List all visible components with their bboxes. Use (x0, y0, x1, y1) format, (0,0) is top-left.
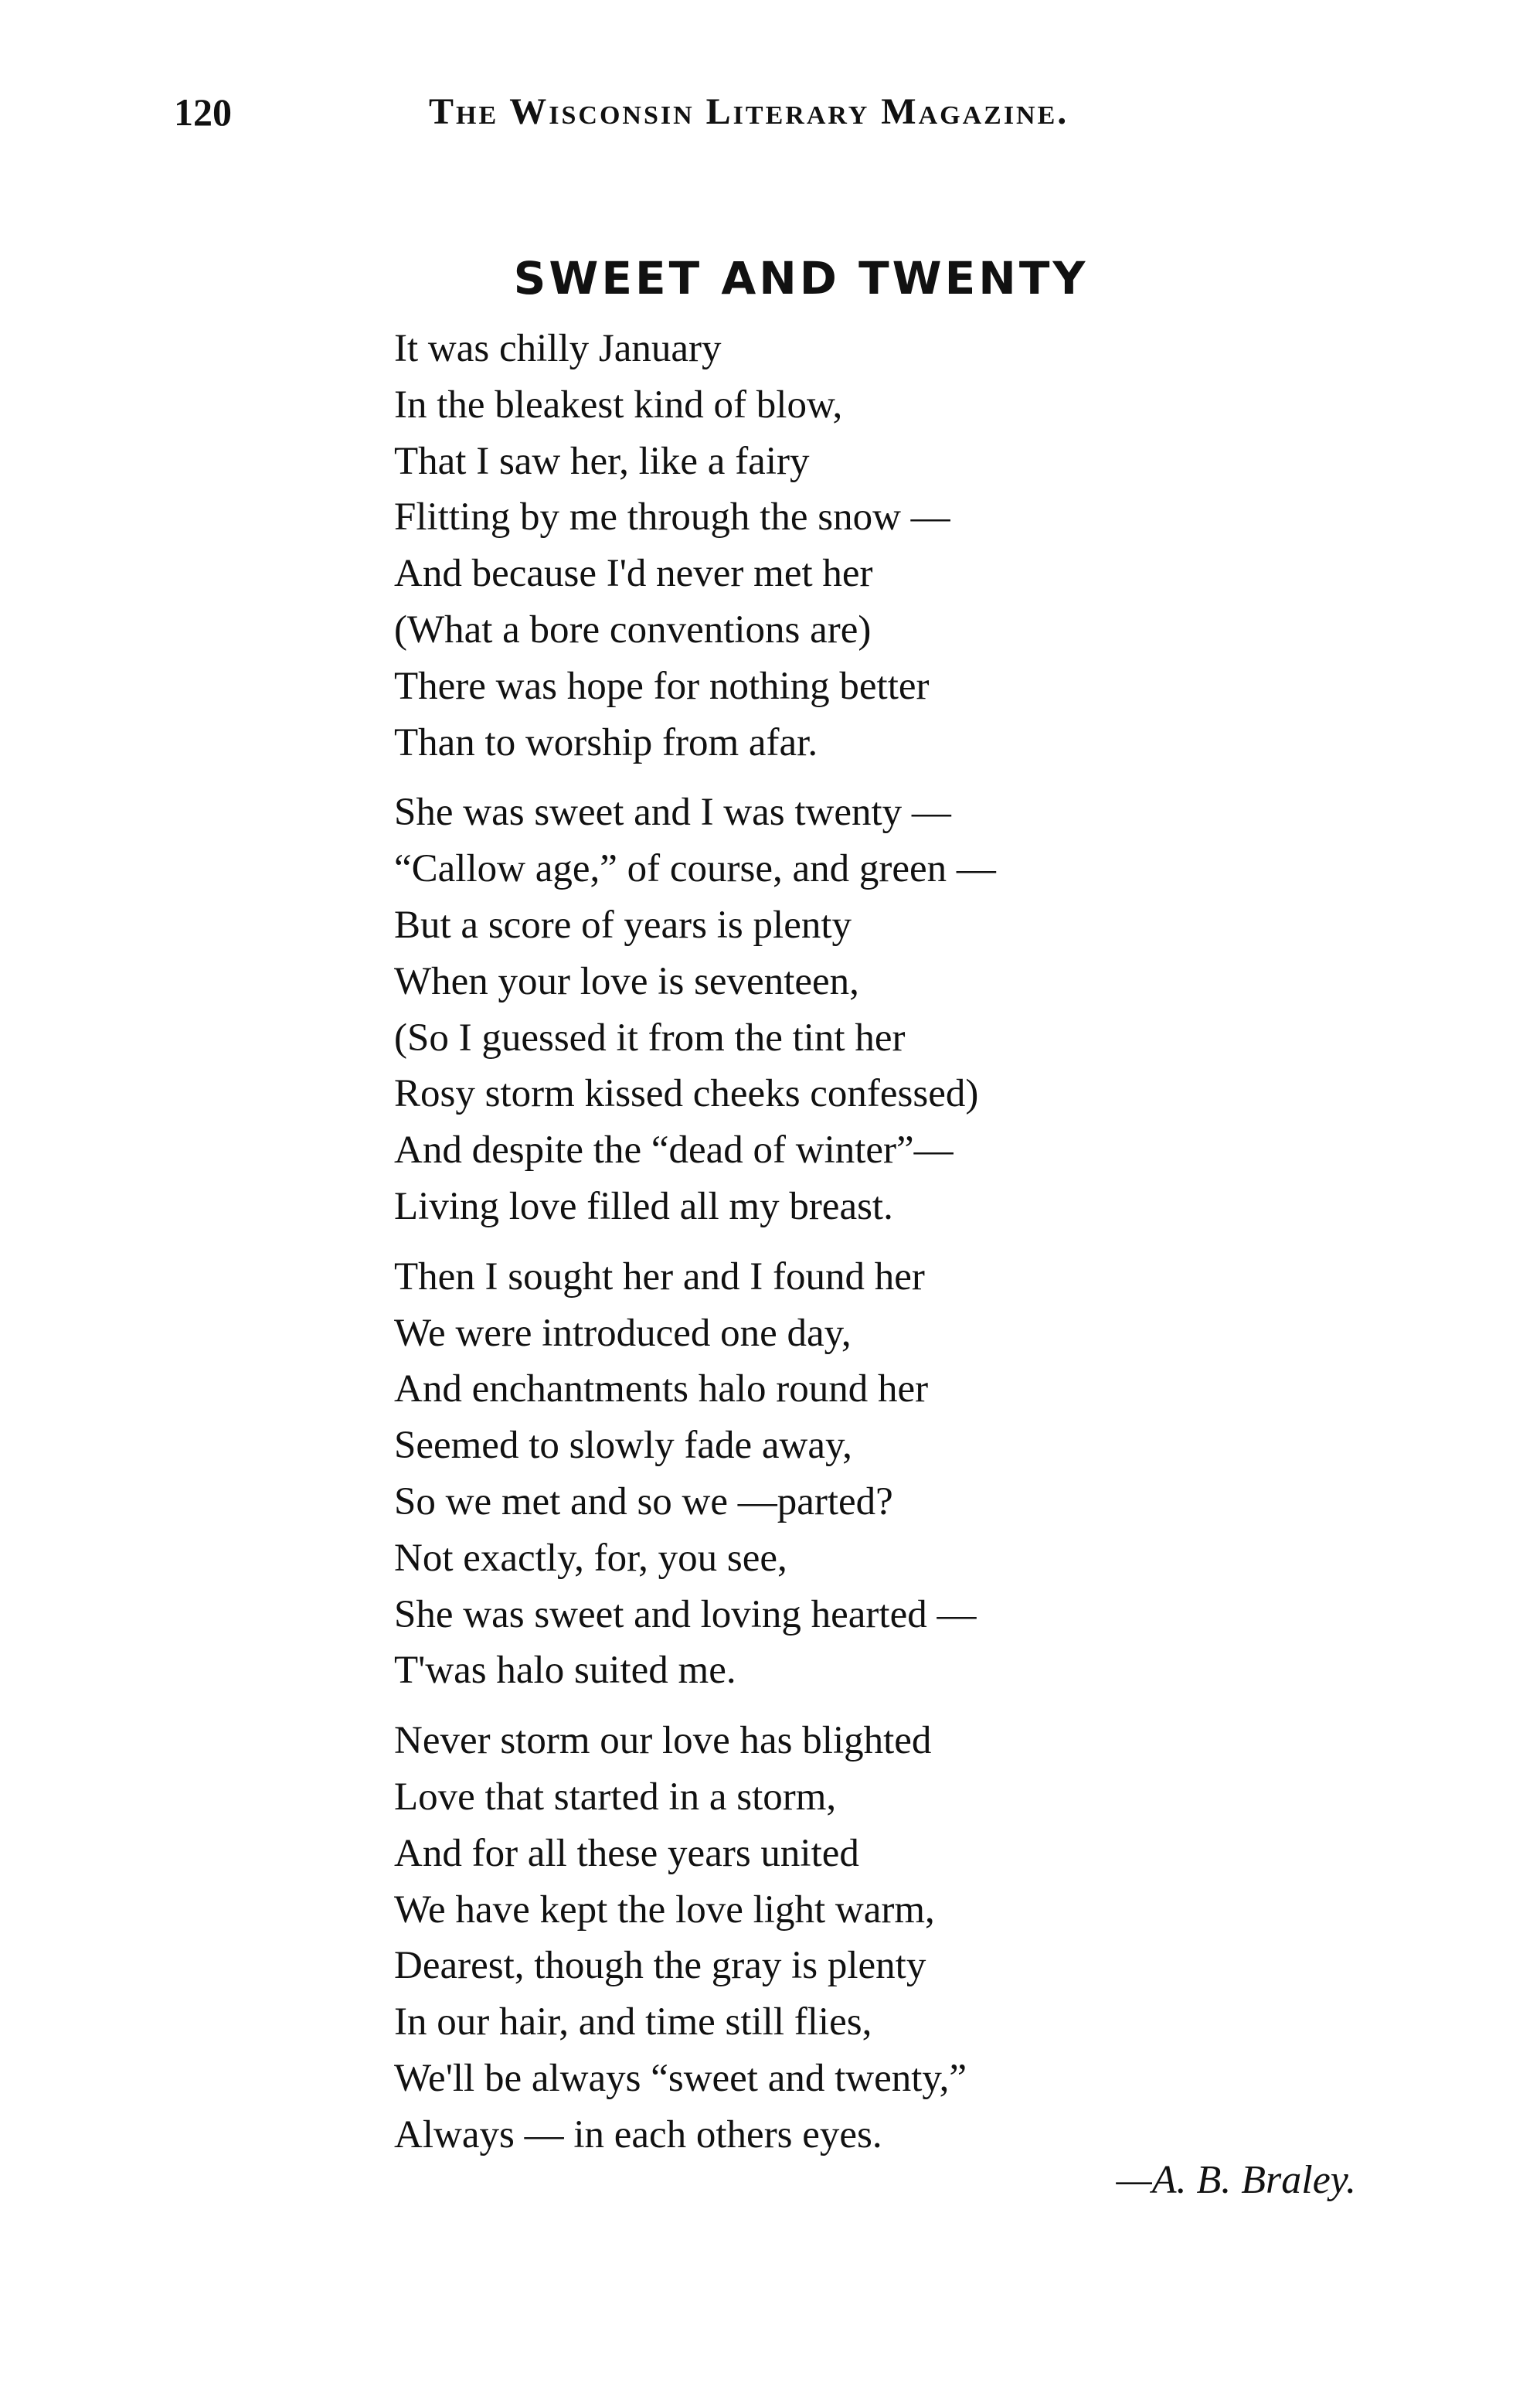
stanza-2 (394, 785, 1321, 1234)
poem-line: (So I guessed it from the tint her (394, 1016, 906, 1060)
poem-line: Living love filled all my breast. (394, 1184, 893, 1228)
poem-line: We have kept the love light warm, (394, 1888, 935, 1932)
poem-line: So we met and so we —parted? (394, 1479, 893, 1523)
poem-line: (What a bore conventions are) (394, 608, 872, 652)
poem-line: We'll be always “sweet and twenty,” (394, 2056, 967, 2100)
poem-line: Seemed to slowly fade away, (394, 1424, 852, 1468)
poem-line: And despite the “dead of winter”— (394, 1128, 954, 1173)
poem-line: Never storm our love has blighted (394, 1719, 932, 1763)
poem-line: Than to worship from afar. (394, 720, 818, 764)
poem-line: It was chilly January (394, 327, 722, 370)
poem-line: Rosy storm kissed cheeks confessed) (394, 1072, 979, 1116)
poem-line: Always — in each others eyes. (394, 2112, 882, 2156)
poem-line: There was hope for nothing better (394, 664, 930, 708)
page-number: 120 (174, 90, 232, 134)
running-head: The Wisconsin Literary Magazine. (429, 91, 1069, 132)
poem-line: And because I'd never met her (394, 552, 873, 596)
poem-line: But a score of years is plenty (394, 903, 852, 947)
poem-line: Love that started in a storm, (394, 1775, 837, 1819)
poem-line: Then I sought her and I found her (394, 1254, 925, 1299)
poem-line: And for all these years united (394, 1831, 859, 1875)
poem-line: She was sweet and loving hearted — (394, 1592, 977, 1636)
poem-line: Dearest, though the gray is plenty (394, 1944, 926, 1988)
stanza-3 (394, 1249, 1321, 1699)
poem-line: When your love is seventeen, (394, 959, 859, 1003)
poem-line: Not exactly, for, you see, (394, 1536, 787, 1580)
poem-line: That I saw her, like a fairy (394, 439, 810, 483)
poem-line: In the bleakest kind of blow, (394, 383, 843, 427)
poem-line: We were introduced one day, (394, 1311, 852, 1355)
poem-line: She was sweet and I was twenty — (394, 791, 951, 835)
poem-line: In our hair, and time still flies, (394, 2000, 872, 2044)
poem-line: Flitting by me through the snow — (394, 495, 950, 540)
poem-body (394, 321, 1321, 2177)
poem-line: “Callow age,” of course, and green — (394, 847, 996, 891)
poem-title: SWEET AND TWENTY (513, 252, 1089, 305)
stanza-1 (394, 321, 1321, 771)
stanza-4 (394, 1713, 1321, 2163)
poem-line: T'was halo suited me. (394, 1649, 736, 1693)
poem-attribution: —A. B. Braley. (1116, 2158, 1356, 2202)
poem-line: And enchantments halo round her (394, 1367, 929, 1411)
page-header (174, 85, 1294, 139)
